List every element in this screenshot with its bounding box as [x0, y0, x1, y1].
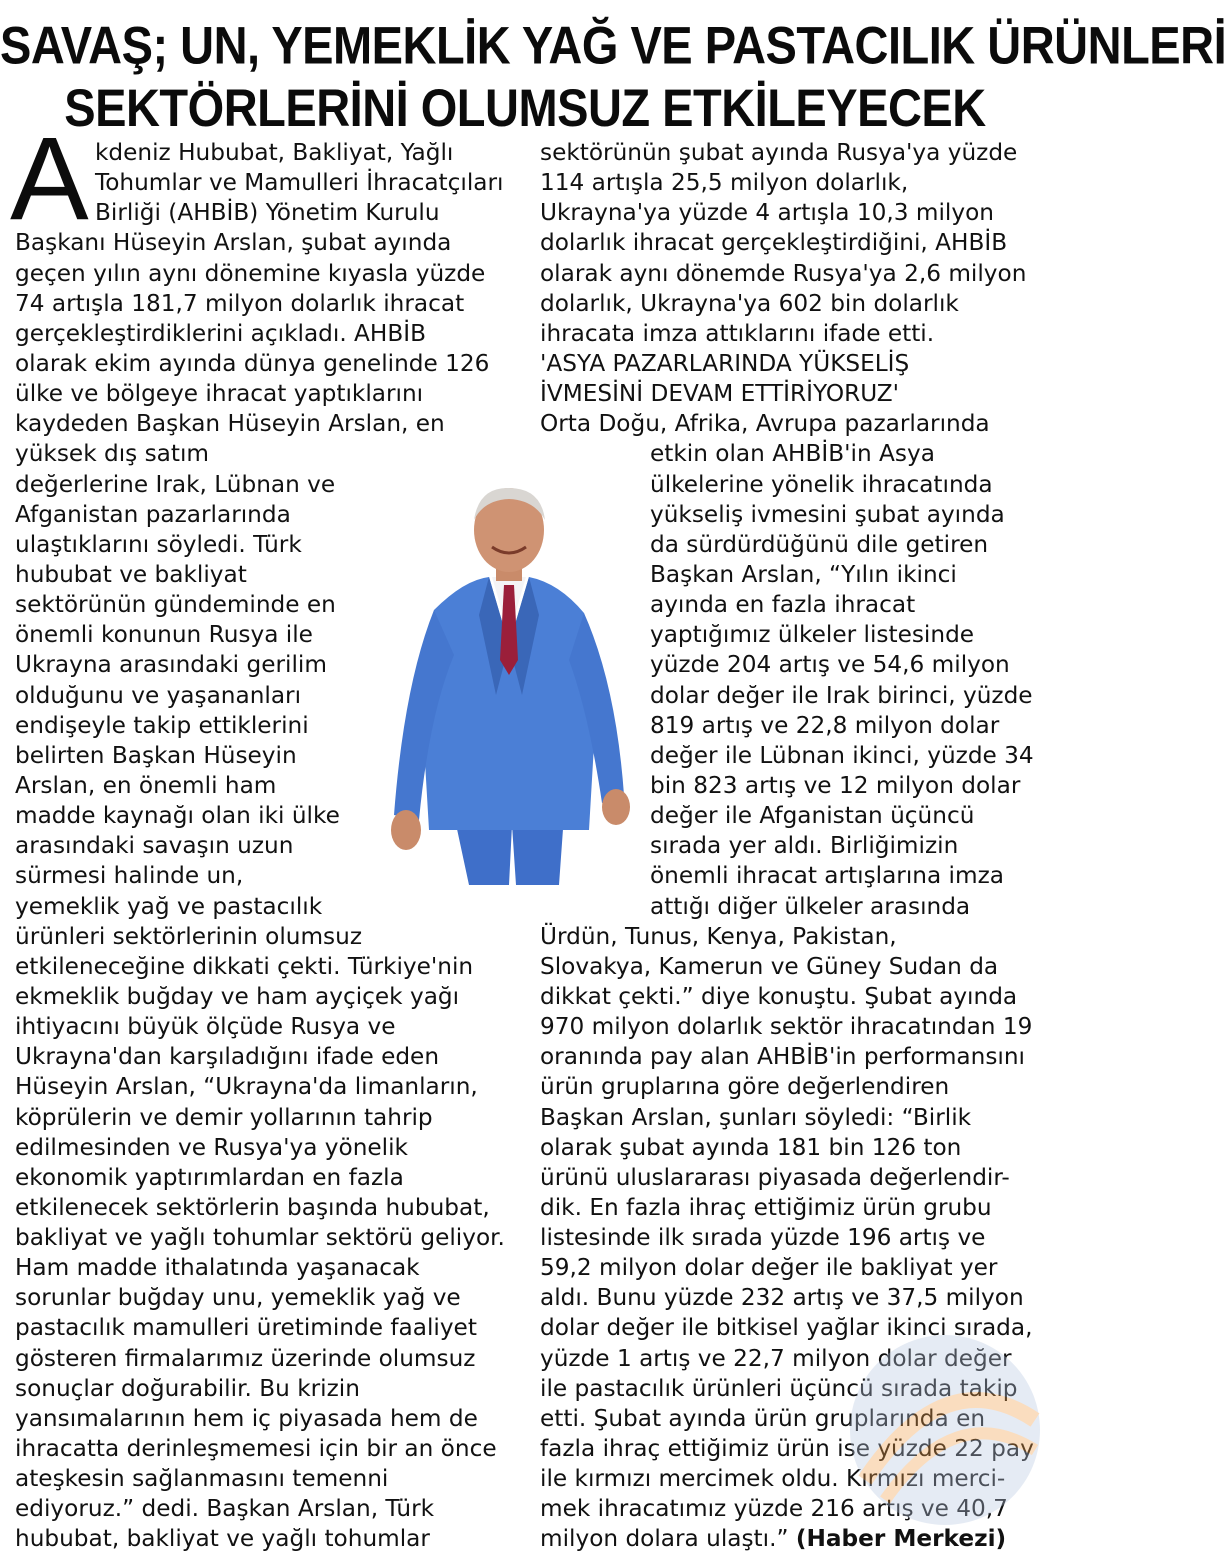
article-line: ürünleri sektörlerinin olumsuz	[15, 922, 363, 950]
article-line: olarak ekim ayında dünya genelinde 126	[15, 349, 490, 377]
article-line: gösteren firmalarımız üzerinde olumsuz	[15, 1344, 476, 1372]
article-line: ulaştıklarını söyledi. Türk	[15, 530, 302, 558]
article-line: Ham madde ithalatında yaşanacak	[15, 1254, 420, 1282]
portrait-photo	[384, 485, 634, 885]
article-line: dolar değer ile Irak birinci, yüzde	[650, 681, 1033, 709]
article-line: ediyoruz.” dedi. Başkan Arslan, Türk	[15, 1495, 435, 1523]
article-line: ile pastacılık ürünleri üçüncü sırada takip	[540, 1374, 1018, 1402]
article-line: dolarlık ihracat gerçekleştirdiğini, AHBİB	[540, 229, 1008, 257]
article-line: ülkelerine yönelik ihracatında	[650, 470, 993, 498]
article-line: oranında pay alan AHBİB'in performansını	[540, 1043, 1025, 1071]
article-line: 'ASYA PAZARLARINDA YÜKSELİŞ	[540, 349, 910, 377]
article-line: Başkanı Hüseyin Arslan, şubat ayında	[15, 229, 452, 257]
article-line: dik. En fazla ihraç ettiğimiz ürün grubu	[540, 1193, 992, 1221]
article-line: ayında en fazla ihracat	[650, 591, 916, 619]
article-line: ihracatta derinleşmemesi için bir an önce	[15, 1435, 497, 1463]
byline: (Haber Merkezi)	[795, 1525, 1007, 1553]
article-line: etkilenecek sektörlerin başında hububat,	[15, 1193, 490, 1221]
headline-line-2: SEKTÖRLERİNİ OLUMSUZ ETKİLEYECEK	[64, 77, 986, 138]
article-line: kdeniz Hububat, Bakliyat, Yağlı	[95, 139, 454, 166]
article-line: 74 artışla 181,7 milyon dolarlık ihracat	[15, 289, 465, 317]
article-line: olduğunu ve yaşananları	[15, 681, 302, 709]
headline	[0, 14, 1226, 139]
article-line: da sürdürdüğünü dile getiren	[650, 530, 989, 558]
drop-cap: A	[10, 113, 89, 245]
article-line: ekmeklik buğday ve ham ayçiçek yağı	[15, 982, 460, 1010]
article-line: etkin olan AHBİB'in Asya	[650, 440, 935, 468]
article-line: Birliği (AHBİB) Yönetim Kurulu	[95, 199, 440, 227]
article-line: Başkan Arslan, şunları söyledi: “Birlik	[540, 1103, 972, 1131]
article-line: olarak şubat ayında 181 bin 126 ton	[540, 1133, 962, 1161]
article-line: sırada yer aldı. Birliğimizin	[650, 832, 959, 860]
article-line: ateşkesin sağlanmasını temenni	[15, 1465, 389, 1493]
article-line: önemli konunun Rusya ile	[15, 621, 313, 649]
article-line: yüzde 1 artış ve 22,7 milyon dolar değer	[540, 1344, 1012, 1372]
article-line: değer ile Afganistan üçüncü	[650, 802, 975, 830]
article-line: ürün gruplarına göre değerlendiren	[540, 1073, 950, 1101]
article-line: dolar değer ile bitkisel yağlar ikinci sırada,	[540, 1314, 1033, 1342]
article-line: etkileneceğine dikkati çekti. Türkiye'nin	[15, 952, 474, 980]
article-line: 970 milyon dolarlık sektör ihracatından 19	[540, 1013, 1033, 1041]
article-line: yemeklik yağ ve pastacılık	[15, 892, 323, 920]
article-line: yükseliş ivmesini şubat ayında	[650, 500, 1005, 528]
watermark-logo	[825, 1330, 1045, 1530]
article-line: 819 artış ve 22,8 milyon dolar	[650, 711, 1000, 739]
article-line: arasındaki savaşın uzun	[15, 832, 294, 860]
article-line: İVMESİNİ DEVAM ETTİRİYORUZ'	[540, 380, 900, 408]
article-line: hububat ve bakliyat	[15, 560, 247, 588]
article-line: köprülerin ve demir yollarının tahrip	[15, 1103, 433, 1131]
article-line: 59,2 milyon dolar değer ile bakliyat yer	[540, 1254, 998, 1282]
article-line: belirten Başkan Hüseyin	[15, 741, 297, 769]
article-line: bakliyat ve yağlı tohumlar sektörü geliyor.	[15, 1224, 505, 1252]
article-line: değer ile Lübnan ikinci, yüzde 34	[650, 741, 1034, 769]
article-line: sektörünün gündeminde en	[15, 591, 336, 619]
article-line: edilmesinden ve Rusya'ya yönelik	[15, 1133, 408, 1161]
article-line: dikkat çekti.” diye konuştu. Şubat ayında	[540, 982, 1018, 1010]
article-line: ülke ve bölgeye ihracat yaptıklarını	[15, 380, 424, 408]
article-line: Hüseyin Arslan, “Ukrayna'da limanların,	[15, 1073, 478, 1101]
article-line: yansımalarının hem iç piyasada hem de	[15, 1404, 478, 1432]
article-line: yüksek dış satım	[15, 440, 210, 468]
article-line: Tohumlar ve Mamulleri İhracatçıları	[95, 169, 504, 197]
article-line: madde kaynağı olan iki ülke	[15, 802, 340, 830]
article-line: olarak aynı dönemde Rusya'ya 2,6 milyon	[540, 259, 1027, 287]
article-line: kaydeden Başkan Hüseyin Arslan, en	[15, 410, 445, 438]
article-line: Afganistan pazarlarında	[15, 500, 291, 528]
article-line: sürmesi halinde un,	[15, 862, 244, 890]
article-line: yaptığımız ülkeler listesinde	[650, 621, 975, 649]
article-line: pastacılık mamulleri üretiminde faaliyet	[15, 1314, 477, 1342]
headline-line-1: SAVAŞ; UN, YEMEKLİK YAĞ VE PASTACILIK ÜRÜNLERİ	[0, 15, 1226, 75]
article-line: Ürdün, Tunus, Kenya, Pakistan,	[540, 922, 897, 950]
article-line: milyon dolara ulaştı.”	[540, 1525, 796, 1553]
article-line: geçen yılın aynı dönemine kıyasla yüzde	[15, 259, 486, 287]
article-line: önemli ihracat artışlarına imza	[650, 862, 1004, 890]
article-line: sonuçlar doğurabilir. Bu krizin	[15, 1374, 360, 1402]
article-line: değerlerine Irak, Lübnan ve	[15, 470, 336, 498]
article-line: bin 823 artış ve 12 milyon dolar	[650, 771, 1021, 799]
article-line: mek ihracatımız yüzde 216 artış ve 40,7	[540, 1495, 1008, 1523]
article-line: fazla ihraç ettiğimiz ürün ise yüzde 22 pay	[540, 1435, 1034, 1463]
article-line: yüzde 204 artış ve 54,6 milyon	[650, 651, 1010, 679]
article-line: Slovakya, Kamerun ve Güney Sudan da	[540, 952, 999, 980]
article-line: 114 artışla 25,5 milyon dolarlık,	[540, 169, 909, 197]
article-line: ürünü uluslararası piyasada değerlendir-	[540, 1163, 1010, 1191]
article-line: ihracata imza attıklarını ifade etti.	[540, 319, 935, 347]
article-line: hububat, bakliyat ve yağlı tohumlar	[15, 1525, 430, 1553]
article-line: Ukrayna'ya yüzde 4 artışla 10,3 milyon	[540, 199, 994, 227]
article-line: gerçekleştirdiklerini açıkladı. AHBİB	[15, 319, 427, 347]
article-line: Ukrayna arasındaki gerilim	[15, 651, 327, 679]
article-line: sektörünün şubat ayında Rusya'ya yüzde	[540, 139, 1018, 166]
article-line: aldı. Bunu yüzde 232 artış ve 37,5 milyon	[540, 1284, 1024, 1312]
article-line: Arslan, en önemli ham	[15, 771, 277, 799]
article-line: ihtiyacını büyük ölçüde Rusya ve	[15, 1013, 396, 1041]
article-line: listesinde ilk sırada yüzde 196 artış ve	[540, 1224, 986, 1252]
article-line: ile kırmızı mercimek oldu. Kırmızı merci-	[540, 1465, 1006, 1493]
article-line: Ukrayna'dan karşıladığını ifade eden	[15, 1043, 440, 1071]
article-line: Orta Doğu, Afrika, Avrupa pazarlarında	[540, 410, 990, 438]
article-line: ekonomik yaptırımlardan en fazla	[15, 1163, 404, 1191]
article-line: attığı diğer ülkeler arasında	[650, 892, 971, 920]
article-line: endişeyle takip ettiklerini	[15, 711, 309, 739]
article-line: sorunlar buğday unu, yemeklik yağ ve	[15, 1284, 461, 1312]
article-line: dolarlık, Ukrayna'ya 602 bin dolarlık	[540, 289, 959, 317]
article-line: etti. Şubat ayında ürün gruplarında en	[540, 1404, 986, 1432]
article-line: Başkan Arslan, “Yılın ikinci	[650, 560, 957, 588]
